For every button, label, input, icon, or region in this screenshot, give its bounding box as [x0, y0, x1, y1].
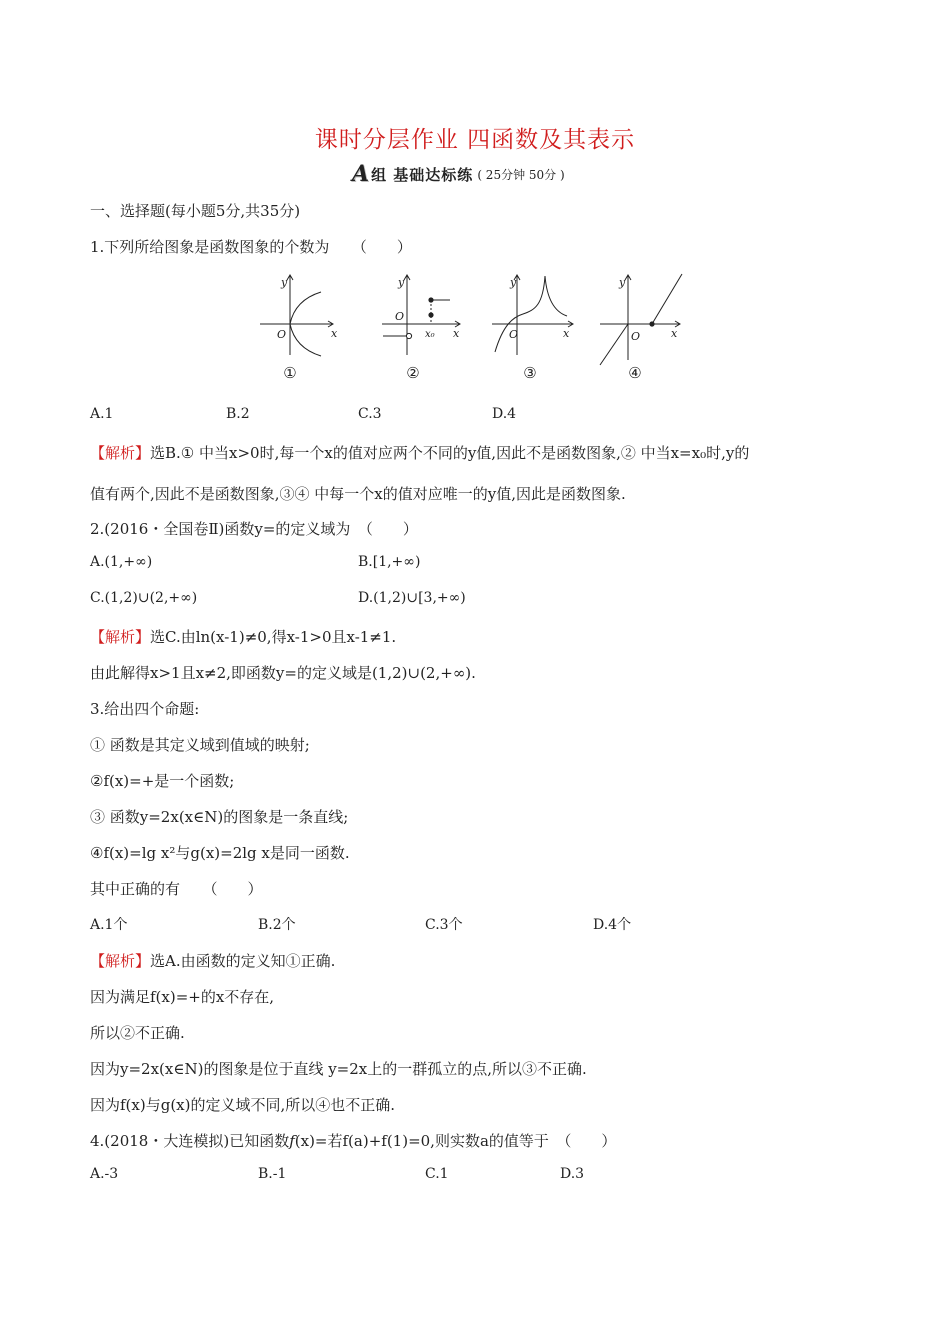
graph-4 [600, 274, 682, 365]
analysis-tag: 【解析】 [90, 628, 151, 646]
q3-option-b: B.2个 [258, 917, 296, 933]
q1-option-c: C.3 [358, 406, 382, 422]
q4-option-d: D.3 [560, 1166, 585, 1182]
q1-analysis-line-2: 值有两个,因此不是函数图象,③④ 中每一个x的值对应唯一的y值,因此是函数图象. [90, 485, 626, 503]
graph-3-origin: O [509, 328, 519, 341]
q2-stem: 2.(2016・全国卷Ⅱ)函数y=的定义域为 （ ） [90, 520, 418, 538]
q1-option-b: B.2 [226, 406, 250, 422]
q3-analysis-line-1: 选A.由函数的定义知①正确. [150, 952, 336, 970]
q3-analysis-line-4: 因为y=2x(x∈N)的图象是位于直线 y=2x上的一群孤立的点,所以③不正确. [90, 1060, 587, 1078]
graph-4-origin: O [631, 330, 641, 343]
q4-option-a: A.-3 [90, 1166, 119, 1182]
group-header [352, 161, 565, 187]
graph-2-label: ② [406, 364, 420, 382]
analysis-tag: 【解析】 [90, 952, 151, 970]
q4-stem-prefix: 4.(2018・大连模拟)已知函数 [90, 1132, 290, 1150]
graph-3-y-label: y [510, 276, 517, 289]
graph-3-label: ③ [523, 364, 537, 382]
q1-graphs [255, 270, 695, 385]
q3-ask: 其中正确的有 （ ） [90, 880, 263, 898]
q2-option-b: B.[1,+∞) [358, 554, 421, 570]
q3-option-d: D.4个 [593, 917, 632, 933]
q1-analysis-line-1: 选B.① 中当x>0时,每一个x的值对应两个不同的y值,因此不是函数图象,② 中当x=x₀时,y的 [150, 444, 750, 462]
q3-option-c: C.3个 [425, 917, 463, 933]
q4-option-c: C.1 [425, 1166, 449, 1182]
section-heading: 一、选择题(每小题5分,共35分) [90, 202, 301, 220]
graph-4-x-label: x [671, 327, 678, 340]
graph-1-origin: O [277, 328, 287, 341]
q1-option-a: A.1 [90, 406, 114, 422]
q1-option-d: D.4 [492, 406, 517, 422]
group-badge: A [352, 161, 370, 187]
q4-stem-suffix: (x)=若f(a)+f(1)=0,则实数a的值等于 （ ） [294, 1132, 617, 1150]
q2-analysis-line-2: 由此解得x>1且x≠2,即函数y=的定义域是(1,2)∪(2,+∞). [90, 664, 476, 682]
q3-proposition-4: ④f(x)=lg x²与g(x)=2lg x是同一函数. [90, 844, 350, 862]
graph-1-x-label: x [331, 327, 338, 340]
graph-2 [382, 275, 460, 355]
q3-analysis [90, 950, 335, 971]
q3-proposition-1: ① 函数是其定义域到值域的映射; [90, 736, 310, 754]
q4-option-b: B.-1 [258, 1166, 287, 1182]
q2-option-a: A.(1,+∞) [90, 554, 153, 570]
graph-1-label: ① [283, 364, 297, 382]
group-time: ( 25分钟 50分 ) [477, 167, 565, 182]
page-title: 课时分层作业 四函数及其表示 [314, 127, 636, 153]
graph-3 [492, 275, 573, 355]
q1-stem: 1.下列所给图象是函数图象的个数为 （ ） [90, 238, 412, 256]
q4-stem-function: f [289, 1132, 295, 1150]
q3-analysis-line-5: 因为f(x)与g(x)的定义域不同,所以④也不正确. [90, 1096, 396, 1114]
q3-stem: 3.给出四个命题: [90, 700, 200, 718]
q1-analysis [90, 442, 749, 463]
q3-analysis-line-2: 因为满足f(x)=+的x不存在, [90, 988, 275, 1006]
graph-4-label: ④ [628, 364, 642, 382]
q2-analysis-line-1: 选C.由ln(x-1)≠0,得x-1>0且x-1≠1. [150, 628, 397, 646]
graph-2-y-label: y [398, 276, 405, 289]
q3-proposition-3: ③ 函数y=2x(x∈N)的图象是一条直线; [90, 808, 349, 826]
analysis-tag: 【解析】 [90, 444, 151, 462]
group-name: 组 基础达标练 [371, 165, 474, 184]
q2-option-d: D.(1,2)∪[3,+∞) [358, 590, 466, 606]
graph-2-origin: O [395, 310, 405, 323]
graph-1 [260, 275, 333, 356]
graph-1-y-label: y [281, 276, 288, 289]
q2-analysis [90, 626, 396, 647]
q3-option-a: A.1个 [90, 917, 128, 933]
q3-proposition-2: ②f(x)=+是一个函数; [90, 772, 235, 790]
q4-stem [90, 1130, 616, 1151]
q2-option-c: C.(1,2)∪(2,+∞) [90, 590, 198, 606]
graph-2-x-label: x [453, 327, 460, 340]
q3-analysis-line-3: 所以②不正确. [90, 1024, 185, 1042]
graph-4-y-label: y [619, 276, 626, 289]
graph-2-x0-label: x₀ [425, 329, 435, 340]
graph-3-x-label: x [563, 327, 570, 340]
